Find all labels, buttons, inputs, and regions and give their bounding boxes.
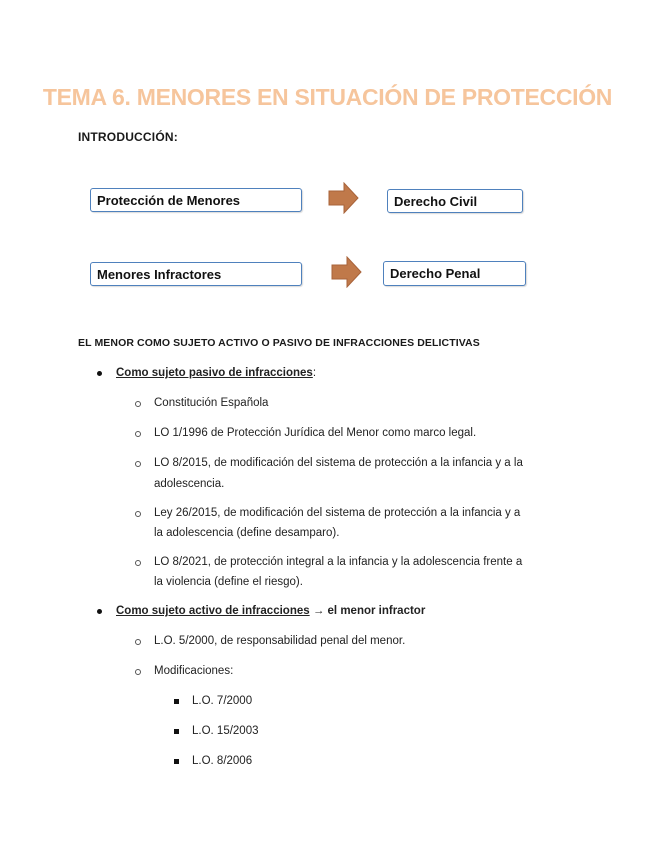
bullet-icon: [97, 371, 102, 376]
passive-suffix: :: [312, 367, 317, 379]
circle-bullet-icon: [135, 560, 141, 566]
sub-list-item: L.O. 15/2003: [192, 725, 259, 737]
intro-heading: INTRODUCCIÓN:: [78, 130, 178, 144]
list-item: Ley 26/2015, de modificación del sistema de protección a la infancia y a: [154, 507, 521, 519]
circle-bullet-icon: [135, 461, 141, 467]
active-heading: [116, 601, 425, 621]
arrow-right-icon: [327, 182, 359, 214]
list-item: Constitución Española: [154, 397, 269, 409]
passive-label: Como sujeto pasivo de infracciones: [116, 367, 313, 379]
sub-list-item: L.O. 7/2000: [192, 695, 253, 707]
list-item: LO 8/2021, de protección integral a la infancia y la adolescencia frente a: [154, 556, 523, 568]
box-derecho-penal: Derecho Penal: [383, 261, 526, 286]
box-derecho-civil: Derecho Civil: [387, 189, 523, 213]
square-bullet-icon: [174, 729, 179, 734]
active-label: Como sujeto activo de infracciones: [116, 605, 310, 617]
section-heading: EL MENOR COMO SUJETO ACTIVO O PASIVO DE INFRACCIONES DELICTIVAS: [78, 337, 480, 349]
list-item-continuation: adolescencia.: [154, 478, 225, 490]
page-title: TEMA 6. MENORES EN SITUACIÓN DE PROTECCIÓN: [42, 84, 613, 110]
list-item: Modificaciones:: [154, 665, 234, 677]
circle-bullet-icon: [135, 639, 141, 645]
list-item-continuation: la violencia (define el riesgo).: [154, 576, 303, 588]
list-item: L.O. 5/2000, de responsabilidad penal del menor.: [154, 635, 406, 647]
circle-bullet-icon: [135, 669, 141, 675]
circle-bullet-icon: [135, 401, 141, 407]
bullet-icon: [97, 609, 102, 614]
circle-bullet-icon: [135, 431, 141, 437]
sub-list-item: L.O. 8/2006: [192, 755, 253, 767]
arrow-right-icon: [330, 256, 362, 288]
square-bullet-icon: [174, 759, 179, 764]
active-suffix: → el menor infractor: [309, 605, 426, 617]
list-item-continuation: la adolescencia (define desamparo).: [154, 527, 340, 539]
square-bullet-icon: [174, 699, 179, 704]
circle-bullet-icon: [135, 511, 141, 517]
passive-heading: [116, 363, 316, 383]
list-item: LO 1/1996 de Protección Jurídica del Menor como marco legal.: [154, 427, 477, 439]
box-proteccion-menores: Protección de Menores: [90, 188, 302, 212]
box-menores-infractores: Menores Infractores: [90, 262, 302, 286]
list-item: LO 8/2015, de modificación del sistema de protección a la infancia y a la: [154, 457, 523, 469]
